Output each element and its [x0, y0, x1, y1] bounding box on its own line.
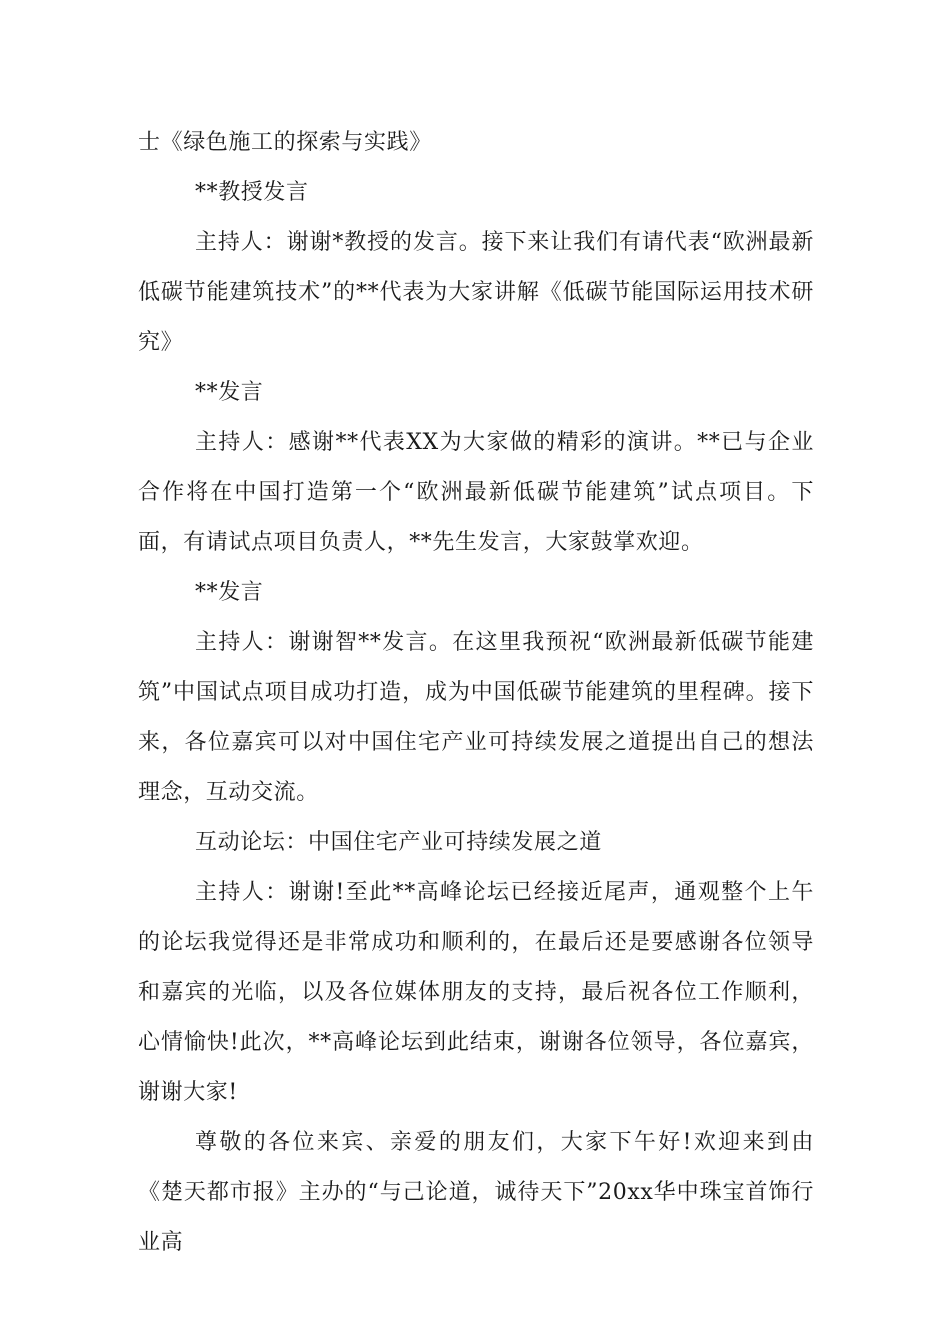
document-body — [138, 118, 814, 1268]
paragraph-continuation: 士《绿色施工的探索与实践》 — [138, 130, 432, 155]
paragraph-forum-title: 互动论坛：中国住宅产业可持续发展之道 — [195, 830, 602, 855]
paragraph-host-pilot-project: 主持人：感谢**代表XX为大家做的精彩的演讲。**已与企业合作将在中国打造第一个“欧洲最新低碳节能建筑”试点项目。下面，有请试点项目负责人，**先生发言，大家鼓掌欢迎。 — [138, 430, 814, 555]
paragraph-host-milestone: 主持人：谢谢智**发言。在这里我预祝“欧洲最新低碳节能建筑”中国试点项目成功打造，成为中国低碳节能建筑的里程碑。接下来，各位嘉宾可以对中国住宅产业可持续发展之道提出自己的想法理念，互动交流。 — [138, 630, 814, 805]
paragraph-speaker-professor: **教授发言 — [195, 180, 309, 205]
paragraph-speaker-2: **发言 — [195, 580, 264, 605]
paragraph-host-closing: 主持人：谢谢!至此**高峰论坛已经接近尾声，通观整个上午的论坛我觉得还是非常成功和顺利的，在最后还是要感谢各位领导和嘉宾的光临，以及各位媒体朋友的支持，最后祝各位工作顺利，心情愉快!此次，**高峰论坛到此结束，谢谢各位领导，各位嘉宾，谢谢大家! — [138, 880, 814, 1105]
paragraph-speaker-1: **发言 — [195, 380, 264, 405]
paragraph-welcome-speech: 尊敬的各位来宾、亲爱的朋友们，大家下午好!欢迎来到由《楚天都市报》主办的“与己论道，诚待天下”20xx华中珠宝首饰行业高 — [138, 1130, 814, 1255]
paragraph-host-intro-europe: 主持人：谢谢*教授的发言。接下来让我们有请代表“欧洲最新低碳节能建筑技术”的**代表为大家讲解《低碳节能国际运用技术研究》 — [138, 230, 814, 355]
